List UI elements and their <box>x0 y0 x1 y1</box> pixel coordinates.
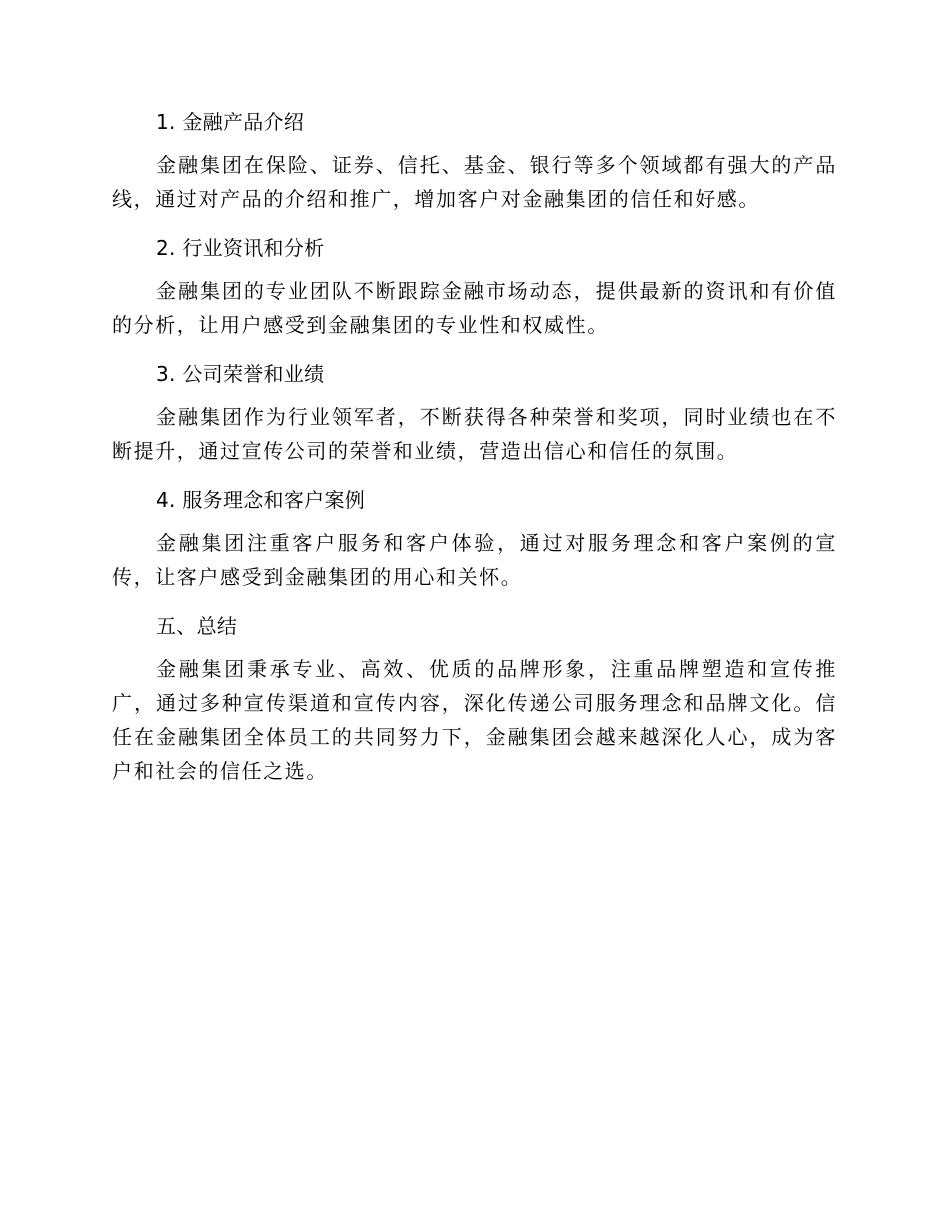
section-service-cases <box>112 486 837 594</box>
document-page <box>112 108 837 806</box>
section-heading: 4. 服务理念和客户案例 <box>156 488 366 512</box>
section-paragraph: 金融集团秉承专业、高效、优质的品牌形象，注重品牌塑造和宣传推广，通过多种宣传渠道和宣传内容，深化传递公司服务理念和品牌文化。信任在金融集团全体员工的共同努力下，金融集团会越来越深化人心，成为客户和社会的信任之选。 <box>112 657 837 783</box>
section-industry-news <box>112 234 837 342</box>
section-heading: 2. 行业资讯和分析 <box>156 236 325 260</box>
section-heading: 3. 公司荣誉和业绩 <box>156 362 325 386</box>
section-paragraph: 金融集团注重客户服务和客户体验，通过对服务理念和客户案例的宣传，让客户感受到金融集团的用心和关怀。 <box>112 531 837 589</box>
section-paragraph: 金融集团在保险、证券、信托、基金、银行等多个领域都有强大的产品线，通过对产品的介绍和推广，增加客户对金融集团的信任和好感。 <box>112 153 837 211</box>
section-honors-performance <box>112 360 837 468</box>
section-paragraph: 金融集团作为行业领军者，不断获得各种荣誉和奖项，同时业绩也在不断提升，通过宣传公司的荣誉和业绩，营造出信心和信任的氛围。 <box>112 405 837 463</box>
section-heading: 1. 金融产品介绍 <box>156 110 305 134</box>
section-summary <box>112 612 837 788</box>
section-heading: 五、总结 <box>156 614 238 638</box>
section-product-intro <box>112 108 837 216</box>
section-paragraph: 金融集团的专业团队不断跟踪金融市场动态，提供最新的资讯和有价值的分析，让用户感受到金融集团的专业性和权威性。 <box>112 279 837 337</box>
